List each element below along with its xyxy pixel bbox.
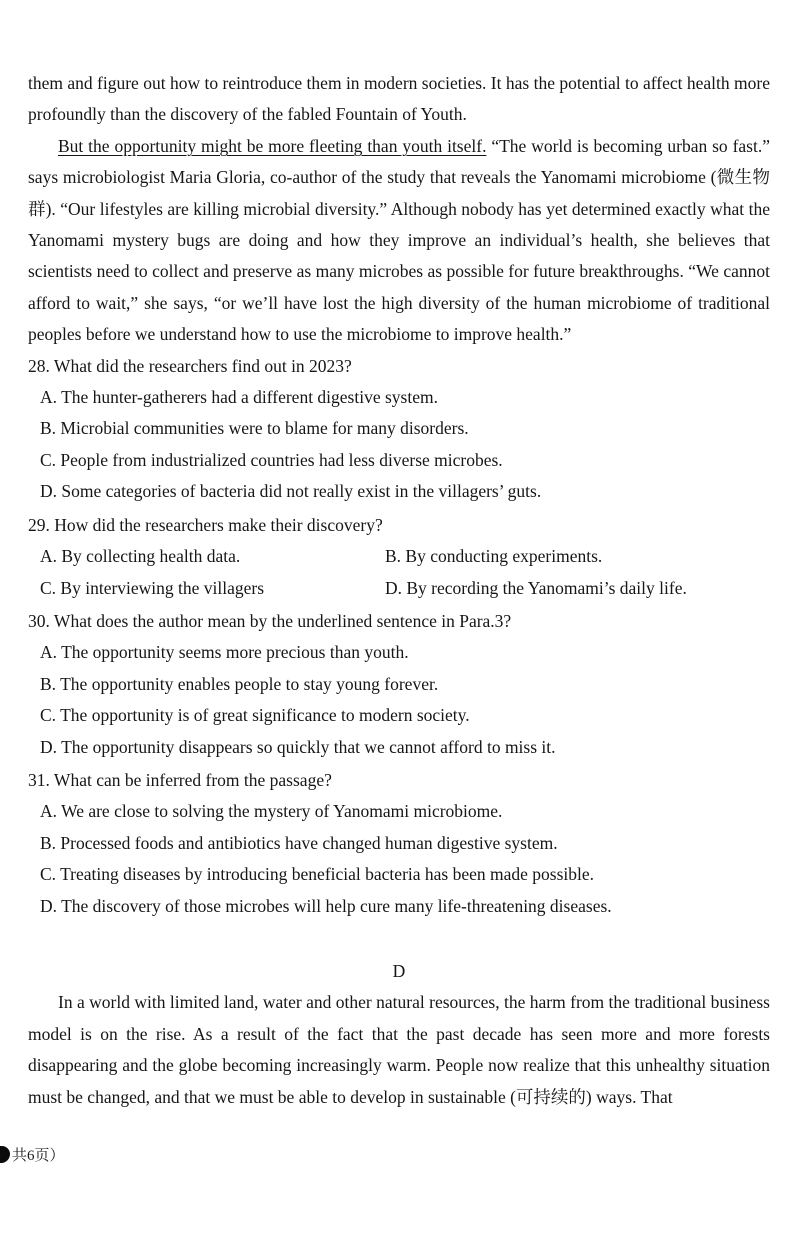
option-c: C. Treating diseases by introducing beneficial bacteria has been made possible. — [40, 864, 595, 885]
option-a: A. By collecting health data. — [40, 546, 241, 567]
option-a: A. The opportunity seems more precious than youth. — [40, 642, 409, 663]
question-29 — [28, 510, 770, 604]
question-stem: 31. What can be inferred from the passage? — [28, 769, 332, 790]
section-d-paragraph: In a world with limited land, water and other natural resources, the harm from the traditional business model is on the rise. As a result of the fact that the past decade has seen more and more forests disappearing and the globe becoming increasingly warm. People now realize that this unhealthy situation must be changed, and that we must be able to develop in sustainable (可持续的) ways. That — [28, 992, 770, 1107]
option-b: B. Microbial communities were to blame for many disorders. — [40, 418, 469, 439]
question-28 — [28, 351, 770, 508]
option-d: D. The discovery of those microbes will help cure many life-threatening diseases. — [40, 895, 612, 916]
option-a: A. We are close to solving the mystery of Yanomami microbiome. — [40, 801, 503, 822]
option-d: D. By recording the Yanomami’s daily life. — [385, 577, 687, 598]
option-c: C. People from industrialized countries had less diverse microbes. — [40, 449, 503, 470]
option-d: D. The opportunity disappears so quickly that we cannot afford to miss it. — [40, 736, 556, 757]
question-30 — [28, 606, 770, 763]
paragraph-3-text: “The world is becoming urban so fast.” says microbiologist Maria Gloria, co-author of the study that reveals the Yanomami microbiome (微生物群). “Our lifestyles are killing microbial diversity.” Although nobody has yet determined exactly what the Yanomami mystery bugs are doing and how they improve an individual’s health, she believes that scientists need to collect and preserve as many microbes as possible for future breakthroughs. “We cannot afford to wait,” she says, “or we’ll have lost the high diversity of the human microbiome of traditional peoples before we understand how to use the microbiome to improve health.” — [28, 135, 770, 345]
option-b: B. Processed foods and antibiotics have changed human digestive system. — [40, 832, 558, 853]
question-stem: 30. What does the author mean by the underlined sentence in Para.3? — [28, 610, 512, 631]
underlined-sentence: But the opportunity might be more fleeting than youth itself. — [58, 135, 487, 156]
option-c: C. The opportunity is of great significance to modern society. — [40, 705, 470, 726]
option-b: B. The opportunity enables people to stay young forever. — [40, 673, 439, 694]
option-d: D. Some categories of bacteria did not really exist in the villagers’ guts. — [40, 481, 542, 502]
page-count-label: 共6页） — [12, 1148, 65, 1164]
options-two-column — [28, 541, 770, 604]
passage-paragraph-3 — [28, 131, 770, 351]
question-31 — [28, 765, 770, 922]
page-footer — [0, 1144, 65, 1165]
passage-paragraph-continuation: them and figure out how to reintroduce them in modern societies. It has the potential to affect health more profoundly than the discovery of the fabled Fountain of Youth. — [28, 73, 770, 125]
option-b: B. By conducting experiments. — [385, 546, 603, 567]
scan-artifact — [0, 1146, 10, 1163]
option-c: C. By interviewing the villagers — [40, 577, 265, 598]
option-a: A. The hunter-gatherers had a different digestive system. — [40, 387, 438, 408]
question-stem: 29. How did the researchers make their discovery? — [28, 514, 383, 535]
section-d-heading: D — [392, 960, 406, 981]
question-stem: 28. What did the researchers find out in 2023? — [28, 355, 352, 376]
